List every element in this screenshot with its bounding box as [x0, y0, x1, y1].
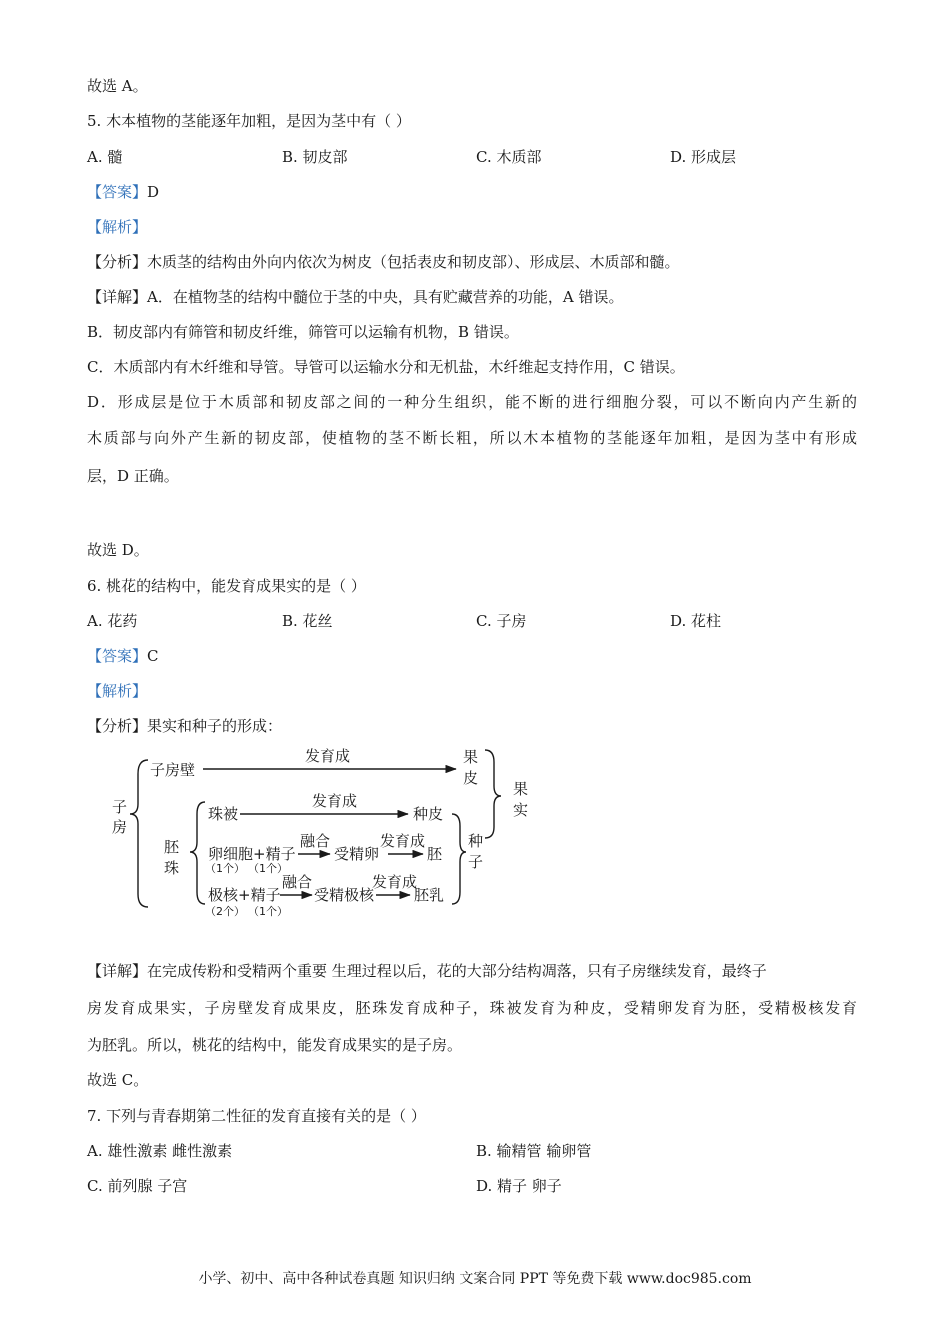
q5-answer: [87, 182, 159, 202]
label-develop-3: 发育成: [380, 832, 426, 850]
label-fruit-shi: 实: [513, 801, 529, 819]
q6-option-a: A. 花药: [87, 612, 138, 630]
detail-text: 在完成传粉和受精两个重要 生理过程以后，花的大部分结构凋落，只有子房继续发育，最终子: [147, 962, 767, 980]
label-polar-sperm: 极核+精子: [208, 886, 281, 904]
label-fertilized-polar: 受精极核: [314, 886, 375, 904]
q5-detail-d-1: D．形成层是位于木质部和韧皮部之间的一种分生组织，能不断的进行细胞分裂，可以不断向内产生新的: [87, 393, 857, 411]
answer-tag: 【答案】: [87, 647, 148, 665]
q6-option-b: B. 花丝: [282, 612, 333, 630]
q5-option-d: D. 形成层: [670, 148, 737, 166]
label-fuse-2: 融合: [282, 873, 313, 891]
bracket-seed: [452, 814, 466, 904]
label-seed-zi: 子: [468, 853, 484, 871]
label-develop-2: 发育成: [312, 792, 358, 810]
label-guo: 果: [463, 748, 479, 766]
label-integument: 珠被: [208, 805, 239, 823]
page-footer: 小学、初中、高中各种试卷真题 知识归纳 文案合同 PPT 等免费下载 www.doc985.com: [198, 1271, 752, 1287]
q5-option-b: B. 韧皮部: [282, 148, 348, 166]
q7-option-d: D. 精子 卵子: [476, 1177, 562, 1195]
analysis-tag: 【分析】: [87, 717, 148, 735]
bracket-ovule: [190, 802, 205, 904]
q6-option-c: C. 子房: [476, 612, 527, 630]
question-5: 5. 木本植物的茎能逐年加粗，是因为茎中有（ ）: [87, 112, 411, 130]
q5-option-a: A. 髓: [87, 148, 123, 166]
q6-analysis: [87, 716, 282, 736]
label-zhu: 珠: [164, 859, 180, 877]
detail-text: A．在植物茎的结构中髓位于茎的中央，具有贮藏营养的功能，A 错误。: [147, 288, 624, 306]
question-7: 7. 下列与青春期第二性征的发育直接有关的是（ ）: [87, 1107, 426, 1125]
bracket-fruit: [485, 750, 501, 838]
label-fuse-1: 融合: [300, 832, 331, 850]
q7-option-c: C. 前列腺 子宫: [87, 1177, 188, 1195]
answer-tag: 【答案】: [87, 183, 148, 201]
label-embryo: 胚: [427, 845, 443, 863]
q7-option-b: B. 输精管 输卵管: [476, 1142, 592, 1160]
q5-detail-d-3: 层，D 正确。: [87, 467, 179, 485]
analysis-text: 木质茎的结构由外向内依次为树皮（包括表皮和韧皮部）、形成层、木质部和髓。: [147, 253, 680, 271]
label-seed-coat: 种皮: [413, 805, 444, 823]
q5-explain-tag: 【解析】: [87, 218, 148, 236]
q6-detail-1: [87, 961, 767, 981]
analysis-text: 果实和种子的形成：: [147, 717, 283, 735]
detail-tag: 【详解】: [87, 288, 148, 306]
label-develop-4: 发育成: [372, 873, 418, 891]
q5-detail: [87, 287, 623, 307]
label-count-polar: （2个）: [205, 905, 245, 918]
q6-detail-2: 房发育成果实，子房壁发育成果皮，胚珠发育成种子，珠被发育为种皮，受精卵发育为胚，受精极核发育: [87, 999, 857, 1017]
q5-analysis: [87, 252, 680, 272]
detail-tag: 【详解】: [87, 962, 148, 980]
q6-explain-tag: 【解析】: [87, 682, 148, 700]
label-seed-zhong: 种: [468, 832, 484, 850]
label-zi: 子: [112, 798, 128, 816]
q5-option-c: C. 木质部: [476, 148, 542, 166]
answer-value: D: [147, 183, 160, 201]
q5-detail-d-2: 木质部与向外产生新的韧皮部，使植物的茎不断长粗，所以木本植物的茎能逐年加粗，是因为茎中有形成: [87, 429, 857, 447]
label-pei: 胚: [164, 838, 180, 856]
q6-detail-3: 为胚乳。所以，桃花的结构中，能发育成果实的是子房。: [87, 1036, 463, 1054]
q7-option-a: A. 雄性激素 雌性激素: [87, 1142, 233, 1160]
label-develop-1: 发育成: [305, 747, 351, 765]
label-count-sperm-1: （1个）: [248, 862, 288, 875]
q6-answer: [87, 646, 159, 666]
bracket-ovary: [130, 760, 148, 907]
q6-select: 故选 C。: [87, 1071, 149, 1089]
analysis-tag: 【分析】: [87, 253, 148, 271]
label-egg-sperm: 卵细胞+精子: [208, 845, 296, 863]
label-count-sperm-2: （1个）: [248, 905, 288, 918]
label-pi: 皮: [463, 769, 479, 787]
fruit-seed-formation-diagram: [108, 742, 538, 927]
q5-select: 故选 D。: [87, 541, 149, 559]
q6-option-d: D. 花柱: [670, 612, 722, 630]
question-6: 6. 桃花的结构中，能发育成果实的是（ ）: [87, 577, 366, 595]
label-fang: 房: [112, 818, 128, 836]
label-zygote: 受精卵: [334, 845, 380, 863]
q5-detail-c: C．木质部内有木纤维和导管。导管可以运输水分和无机盐，木纤维起支持作用，C 错误。: [87, 358, 685, 376]
label-count-egg: （1个）: [205, 862, 245, 875]
label-fruit-guo: 果: [513, 780, 529, 798]
label-ovary-wall: 子房壁: [150, 761, 196, 779]
q5-detail-b: B．韧皮部内有筛管和韧皮纤维，筛管可以运输有机物，B 错误。: [87, 323, 519, 341]
label-endosperm: 胚乳: [414, 886, 445, 904]
conclusion-line: 故选 A。: [87, 77, 148, 95]
answer-value: C: [147, 647, 159, 665]
